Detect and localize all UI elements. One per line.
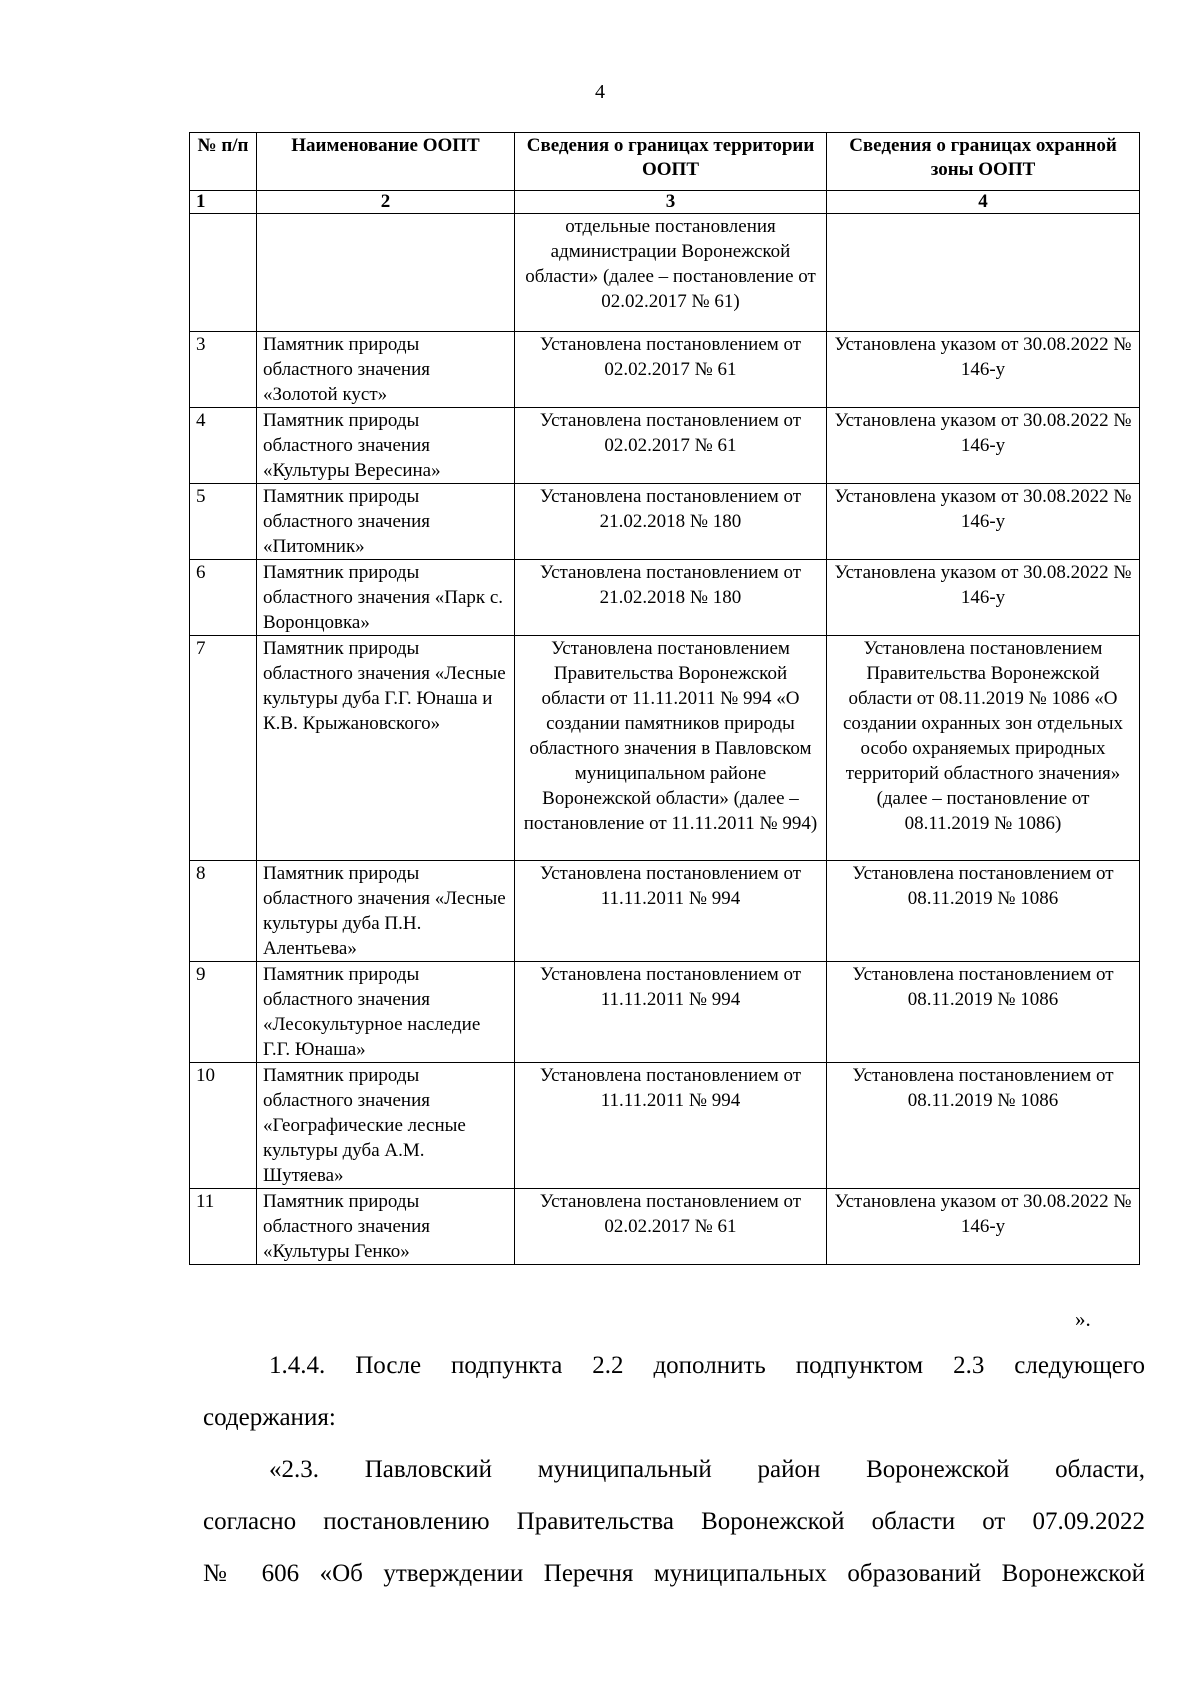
row-num: 6	[190, 560, 257, 636]
row-num: 7	[190, 636, 257, 861]
row-name: Памятник природы областного значения «Золотой куст»	[257, 332, 515, 408]
paragraph-text: 1.4.4. После подпункта 2.2 дополнить подпунктом 2.3 следующего	[269, 1352, 1145, 1379]
row-name: Памятник природы областного значения «Культуры Генко»	[257, 1189, 515, 1265]
row-num: 9	[190, 962, 257, 1063]
paragraph-2-3	[203, 1444, 1145, 1600]
table-row	[190, 560, 1140, 636]
column-number: 1	[190, 191, 257, 214]
paragraph-1-4-4	[203, 1340, 1145, 1444]
row-territory: Установлена постановлением от 02.02.2017 № 61	[515, 408, 827, 484]
row-territory: Установлена постановлением Правительства Воронежской области от 11.11.2011 № 994 «О создании памятников природы областного значения в Павловском муниципальном районе Воронежской области» (далее – постановление от 11.11.2011 № 994)	[515, 636, 827, 861]
row-zone: Установлена указом от 30.08.2022 № 146-у	[827, 332, 1140, 408]
row-num: 5	[190, 484, 257, 560]
paragraph-line	[203, 1444, 1145, 1496]
header-territory: Сведения о границах территории ООПТ	[515, 133, 827, 191]
header-zone: Сведения о границах охранной зоны ООПТ	[827, 133, 1140, 191]
row-name	[257, 214, 515, 332]
header-name: Наименование ООПТ	[257, 133, 515, 191]
row-num: 11	[190, 1189, 257, 1265]
row-name: Памятник природы областного значения «Питомник»	[257, 484, 515, 560]
row-num	[190, 214, 257, 332]
table-row	[190, 962, 1140, 1063]
row-zone: Установлена указом от 30.08.2022 № 146-у	[827, 1189, 1140, 1265]
table-row	[190, 484, 1140, 560]
table-header-row	[190, 133, 1140, 191]
row-zone: Установлена постановлением от 08.11.2019 № 1086	[827, 861, 1140, 962]
column-number: 3	[515, 191, 827, 214]
column-number: 4	[827, 191, 1140, 214]
row-name: Памятник природы областного значения «Лесные культуры дуба Г.Г. Юнаша и К.В. Крыжановского»	[257, 636, 515, 861]
column-number-row	[190, 191, 1140, 214]
row-name: Памятник природы областного значения «Парк с. Воронцовка»	[257, 560, 515, 636]
row-zone: Установлена указом от 30.08.2022 № 146-у	[827, 484, 1140, 560]
row-territory: Установлена постановлением от 02.02.2017 № 61	[515, 1189, 827, 1265]
row-name: Памятник природы областного значения «Лесные культуры дуба П.Н. Алентьева»	[257, 861, 515, 962]
row-territory: Установлена постановлением от 11.11.2011 № 994	[515, 1063, 827, 1189]
table-row	[190, 1063, 1140, 1189]
paragraph-line: № 606 «Об утверждении Перечня муниципальных образований Воронежской	[203, 1560, 1145, 1587]
paragraph-line	[203, 1340, 1145, 1392]
table-row	[190, 1189, 1140, 1265]
row-num: 3	[190, 332, 257, 408]
row-territory: Установлена постановлением от 11.11.2011 № 994	[515, 861, 827, 962]
row-num: 4	[190, 408, 257, 484]
row-zone: Установлена постановлением от 08.11.2019 № 1086	[827, 1063, 1140, 1189]
row-name: Памятник природы областного значения «Культуры Вересина»	[257, 408, 515, 484]
table-row	[190, 332, 1140, 408]
paragraph-line: содержания:	[203, 1404, 336, 1431]
row-zone: Установлена указом от 30.08.2022 № 146-у	[827, 560, 1140, 636]
row-territory: Установлена постановлением от 11.11.2011 № 994	[515, 962, 827, 1063]
header-num: № п/п	[190, 133, 257, 191]
table-row	[190, 861, 1140, 962]
row-num: 8	[190, 861, 257, 962]
paragraph-text: «2.3. Павловский муниципальный район Воронежской области,	[269, 1456, 1145, 1483]
closing-quote: ».	[1075, 1307, 1091, 1331]
row-name: Памятник природы областного значения «Лесокультурное наследие Г.Г. Юнаша»	[257, 962, 515, 1063]
row-zone: Установлена постановлением Правительства Воронежской области от 08.11.2019 № 1086 «О создании охранных зон отдельных особо охраняемых природных территорий областного значения» (далее – постановление от 08.11.2019 № 1086)	[827, 636, 1140, 861]
row-territory: Установлена постановлением от 21.02.2018 № 180	[515, 484, 827, 560]
column-number: 2	[257, 191, 515, 214]
row-territory: Установлена постановлением от 21.02.2018 № 180	[515, 560, 827, 636]
row-zone: Установлена постановлением от 08.11.2019 № 1086	[827, 962, 1140, 1063]
row-territory: отдельные постановления администрации Воронежской области» (далее – постановление от 02.02.2017 № 61)	[515, 214, 827, 332]
table-row	[190, 408, 1140, 484]
table-row-continuation	[190, 214, 1140, 332]
row-zone: Установлена указом от 30.08.2022 № 146-у	[827, 408, 1140, 484]
row-territory: Установлена постановлением от 02.02.2017 № 61	[515, 332, 827, 408]
table-row	[190, 636, 1140, 861]
oopt-table	[189, 132, 1140, 1265]
row-name: Памятник природы областного значения «Географические лесные культуры дуба А.М. Шутяева»	[257, 1063, 515, 1189]
row-zone	[827, 214, 1140, 332]
row-num: 10	[190, 1063, 257, 1189]
paragraph-line: согласно постановлению Правительства Воронежской области от 07.09.2022	[203, 1508, 1145, 1535]
page-number: 4	[595, 81, 605, 103]
